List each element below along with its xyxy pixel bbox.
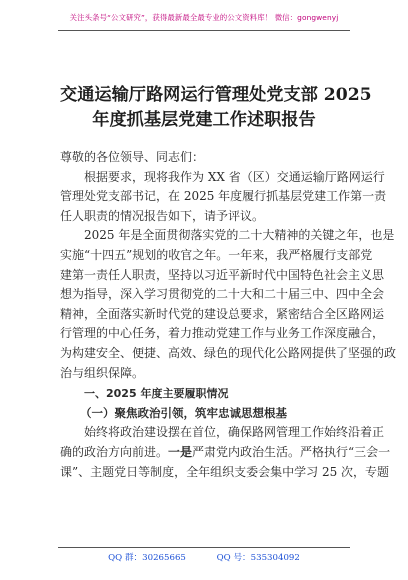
paragraph-1-line: 任人职责的情况报告如下，请予评议。 bbox=[60, 208, 265, 223]
paragraph-3-line: 课”、主题党日等制度，全年组织支委会集中学习 25 次，专题 bbox=[60, 464, 390, 479]
header-divider bbox=[58, 30, 350, 31]
paragraph-3-rest: 严肃党内政治生活。严格执行“三会一 bbox=[192, 444, 391, 459]
paragraph-2-line: 想为指导，深入学习贯彻党的二十大和二十届三中、四中全会 bbox=[60, 287, 385, 302]
paragraph-3 bbox=[60, 423, 391, 482]
paragraph-2-line: 实施“十四五”规划的收官之年。一年来，我严格履行支部党 bbox=[60, 247, 373, 262]
paragraph-2-line: 行管理的中心任务，着力推动党建工作与业务工作深度融合， bbox=[60, 326, 385, 341]
greeting: 尊敬的各位领导、同志们： bbox=[60, 150, 205, 164]
section-heading-1: 一、2025 年度主要履职情况 bbox=[84, 387, 229, 401]
paragraph-3-emphasis: 一是 bbox=[168, 444, 193, 459]
paragraph-2-line: 2025 年是全面贯彻落实党的二十大精神的关键之年，也是 bbox=[84, 228, 395, 243]
paragraph-3-line: 始终将政治建设摆在首位，确保路网管理工作始终沿着正 bbox=[84, 425, 385, 440]
document-title bbox=[60, 83, 372, 133]
paragraph-1 bbox=[60, 168, 387, 227]
paragraph-2 bbox=[60, 226, 397, 383]
paragraph-2-line: 为构建安全、便捷、高效、绿色的现代化公路网提供了坚强的政 bbox=[60, 345, 397, 360]
paragraph-3-line bbox=[60, 443, 391, 463]
paragraph-2-line: 建第一责任人职责，坚持以习近平新时代中国特色社会主义思 bbox=[60, 267, 385, 282]
header-promo-note: 关注头条号“公文研究”，获得最新最全最专业的公文资料库！ 微信：gongwenyj bbox=[69, 13, 339, 22]
paragraph-1-line: 管理处党支部书记，在 2025 年度履行抓基层党建工作第一责 bbox=[60, 189, 387, 204]
document-body bbox=[60, 148, 397, 482]
footer-qq-number: QQ 号：535304092 bbox=[216, 553, 300, 563]
paragraph-3-lead: 确的政治方向前进。 bbox=[60, 444, 169, 459]
paragraph-2-line: 治与组织保障。 bbox=[60, 365, 145, 380]
footer-contact bbox=[0, 551, 408, 563]
title-line-2: 年度抓基层党建工作述职报告 bbox=[92, 110, 316, 130]
footer-qq-group: QQ 群：30265665 bbox=[108, 553, 186, 563]
paragraph-1-line: 根据要求，现将我作为 XX 省（区）交通运输厅路网运行 bbox=[84, 169, 385, 184]
paragraph-2-line: 精神，全面落实新时代党的建设总要求，紧密结合全区路网运 bbox=[60, 306, 385, 321]
subsection-heading-1: （一）聚焦政治引领，筑牢忠诚思想根基 bbox=[80, 405, 287, 420]
title-line-1: 交通运输厅路网运行管理处党支部 2025 bbox=[60, 85, 372, 105]
footer-divider bbox=[58, 547, 350, 548]
